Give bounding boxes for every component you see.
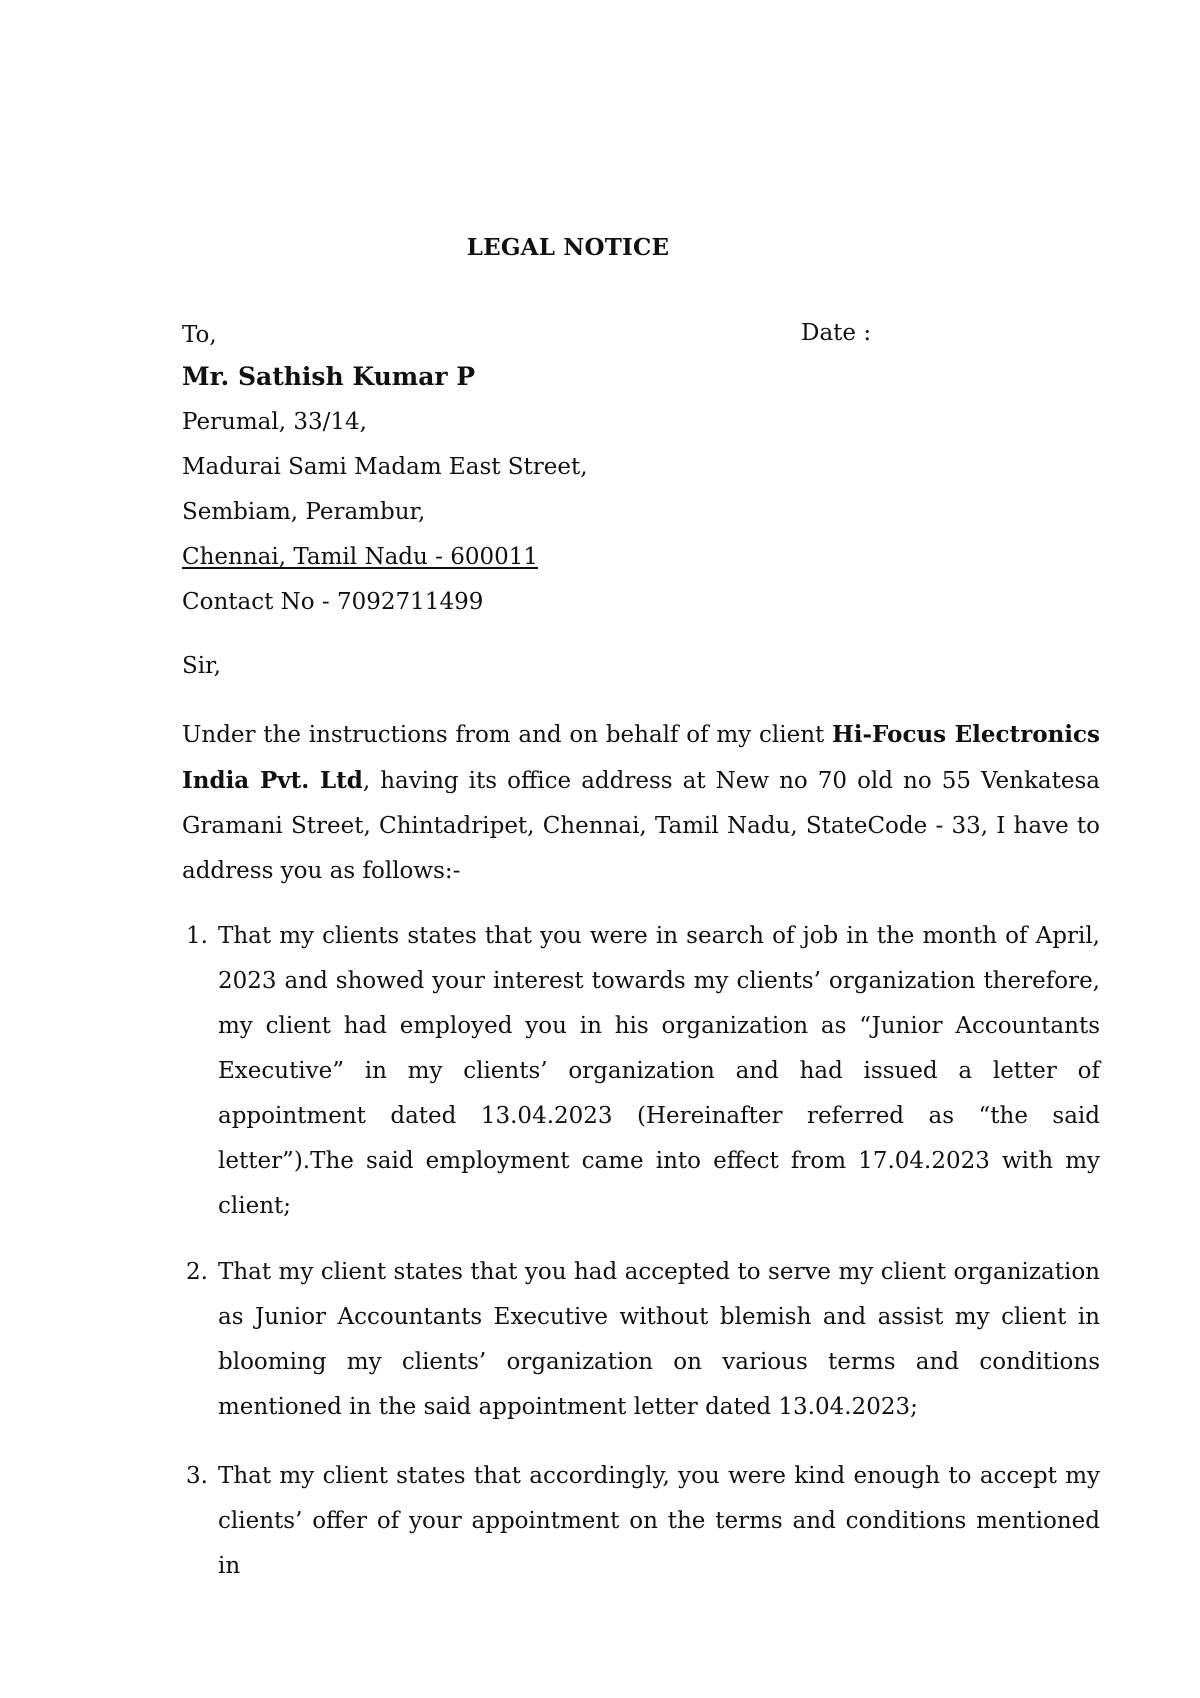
list-item-number: 3. xyxy=(186,1463,208,1489)
contact-number: Contact No - 7092711499 xyxy=(182,589,484,615)
list-item-text: That my client states that you had accepted to serve my client organization as Junior Accountants Executive without blemish and assist my client in blooming my clients’ organization on various terms and conditions mentioned in the said appointment letter dated 13.04.2023; xyxy=(218,1259,1100,1420)
intro-lead: Under the instructions from and on behalf of my client xyxy=(182,722,833,748)
address-line: Sembiam, Perambur, xyxy=(182,499,426,525)
list-item xyxy=(182,1454,1100,1589)
list-item-text: That my clients states that you were in search of job in the month of April, 2023 and showed your interest towards my clients’ organization therefore, my client had employed you in his organization as “Junior Accountants Executive” in my clients’ organization and had issued a letter of appointment dated 13.04.2023 (Hereinafter referred as “the said letter”).The said employment came into effect from 17.04.2023 with my client; xyxy=(218,923,1100,1219)
address-line: Perumal, 33/14, xyxy=(182,409,367,435)
list-item-number: 1. xyxy=(186,923,208,949)
list-item-text: That my client states that accordingly, you were kind enough to accept my clients’ offer of your appointment on the terms and conditions mentioned in xyxy=(218,1463,1100,1579)
date-label: Date : xyxy=(801,320,872,346)
document-title: LEGAL NOTICE xyxy=(466,234,670,261)
intro-paragraph xyxy=(182,712,1100,894)
client-name: Hi-Focus Electronics India Pvt. Ltd xyxy=(182,721,1100,794)
salutation: Sir, xyxy=(182,653,221,679)
list-item xyxy=(182,914,1100,1229)
list-item-number: 2. xyxy=(186,1259,208,1285)
to-label: To, xyxy=(182,322,217,348)
address-line: Madurai Sami Madam East Street, xyxy=(182,454,588,480)
recipient-name: Mr. Sathish Kumar P xyxy=(182,362,476,391)
address-city-line: Chennai, Tamil Nadu - 600011 xyxy=(182,544,539,570)
list-item xyxy=(182,1250,1100,1430)
intro-rest: , having its office address at New no 70 old no 55 Venkatesa Gramani Street, Chintadripet, Chennai, Tamil Nadu, StateCode - 33, I have to address you as follows:- xyxy=(182,768,1100,884)
